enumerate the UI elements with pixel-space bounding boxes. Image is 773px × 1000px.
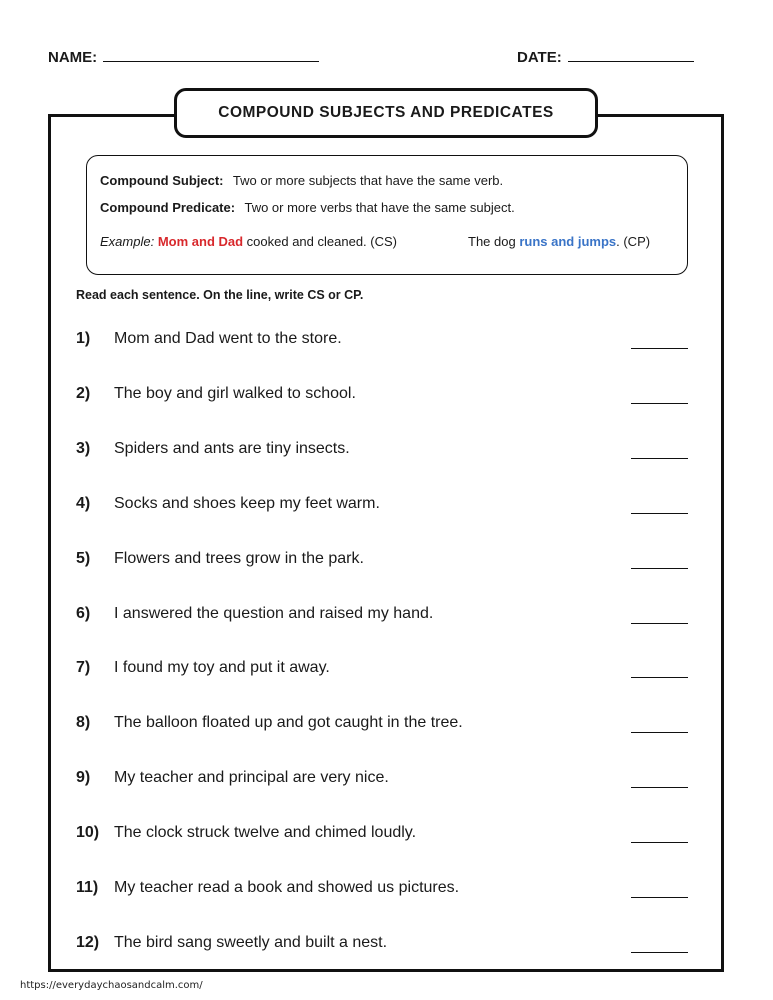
question-text: Mom and Dad went to the store. [114, 330, 342, 347]
question-text: My teacher read a book and showed us pictures. [114, 879, 460, 896]
example-subject-rest: cooked and cleaned. (CS) [243, 234, 397, 249]
question-row [76, 550, 688, 580]
compound-subject-text: Two or more subjects that have the same verb. [232, 173, 504, 188]
question-number: 4) [76, 494, 91, 512]
example-predicate-highlight: runs and jumps [519, 234, 617, 249]
question-number: 11) [76, 879, 99, 896]
example-predicate-start: The dog [468, 234, 520, 249]
answer-blank-line[interactable] [631, 403, 688, 404]
question-number: 1) [76, 330, 91, 347]
example-compound-predicate [468, 234, 650, 249]
answer-blank-line[interactable] [631, 568, 688, 569]
answer-blank-line[interactable] [631, 842, 688, 843]
footer-url: https://everydaychaosandcalm.com/ [20, 980, 203, 991]
question-row [76, 659, 688, 689]
definitions-box [86, 155, 688, 275]
example-predicate-end: . (CP) [616, 234, 651, 249]
answer-blank-line[interactable] [631, 952, 688, 953]
example-compound-subject [100, 234, 397, 249]
question-number: 12) [76, 933, 100, 951]
question-row [76, 385, 688, 415]
example-subject-highlight: Mom and Dad [157, 234, 244, 249]
question-number: 8) [76, 714, 91, 732]
answer-blank-line[interactable] [631, 623, 688, 624]
question-text: The clock struck twelve and chimed loudly. [114, 824, 417, 842]
question-row [76, 879, 688, 909]
answer-blank-line[interactable] [631, 897, 688, 898]
answer-blank-line[interactable] [631, 348, 688, 349]
question-row [76, 605, 688, 635]
name-label: NAME: [48, 49, 98, 66]
worksheet-title: COMPOUND SUBJECTS AND PREDICATES [174, 88, 598, 138]
name-field [48, 47, 319, 66]
question-text: The bird sang sweetly and built a nest. [114, 933, 388, 951]
question-number: 7) [76, 659, 91, 677]
answer-blank-line[interactable] [631, 677, 688, 678]
question-row [76, 495, 688, 525]
date-field [517, 47, 694, 66]
instructions: Read each sentence. On the line, write CS or CP. [76, 288, 364, 302]
question-text: Socks and shoes keep my feet warm. [114, 494, 380, 512]
question-text: Flowers and trees grow in the park. [114, 549, 364, 567]
question-text: Spiders and ants are tiny insects. [114, 439, 350, 457]
question-text: My teacher and principal are very nice. [114, 769, 389, 787]
question-text: The boy and girl walked to school. [114, 384, 356, 402]
question-number: 6) [76, 604, 91, 622]
question-number: 10) [76, 824, 100, 842]
answer-blank-line[interactable] [631, 732, 688, 733]
question-row [76, 934, 688, 964]
question-number: 5) [76, 549, 91, 567]
answer-blank-line[interactable] [631, 513, 688, 514]
question-row [76, 714, 688, 744]
question-text: I answered the question and raised my hand. [114, 604, 434, 622]
answer-blank-line[interactable] [631, 458, 688, 459]
name-blank-line[interactable] [103, 47, 319, 62]
question-row [76, 824, 688, 854]
question-number: 2) [76, 384, 91, 402]
compound-predicate-text: Two or more verbs that have the same subject. [244, 200, 515, 215]
question-number: 9) [76, 769, 91, 787]
answer-blank-line[interactable] [631, 787, 688, 788]
example-label: Example: [100, 234, 155, 249]
question-text: The balloon floated up and got caught in the tree. [114, 714, 463, 732]
compound-predicate-definition [100, 200, 515, 215]
question-row [76, 769, 688, 799]
question-number: 3) [76, 439, 91, 457]
question-row [76, 330, 688, 360]
question-row [76, 440, 688, 470]
date-label: DATE: [517, 49, 562, 66]
date-blank-line[interactable] [568, 47, 694, 62]
question-text: I found my toy and put it away. [114, 659, 330, 677]
compound-subject-definition [100, 173, 503, 188]
compound-subject-term: Compound Subject: [100, 173, 224, 188]
compound-predicate-term: Compound Predicate: [100, 200, 236, 215]
